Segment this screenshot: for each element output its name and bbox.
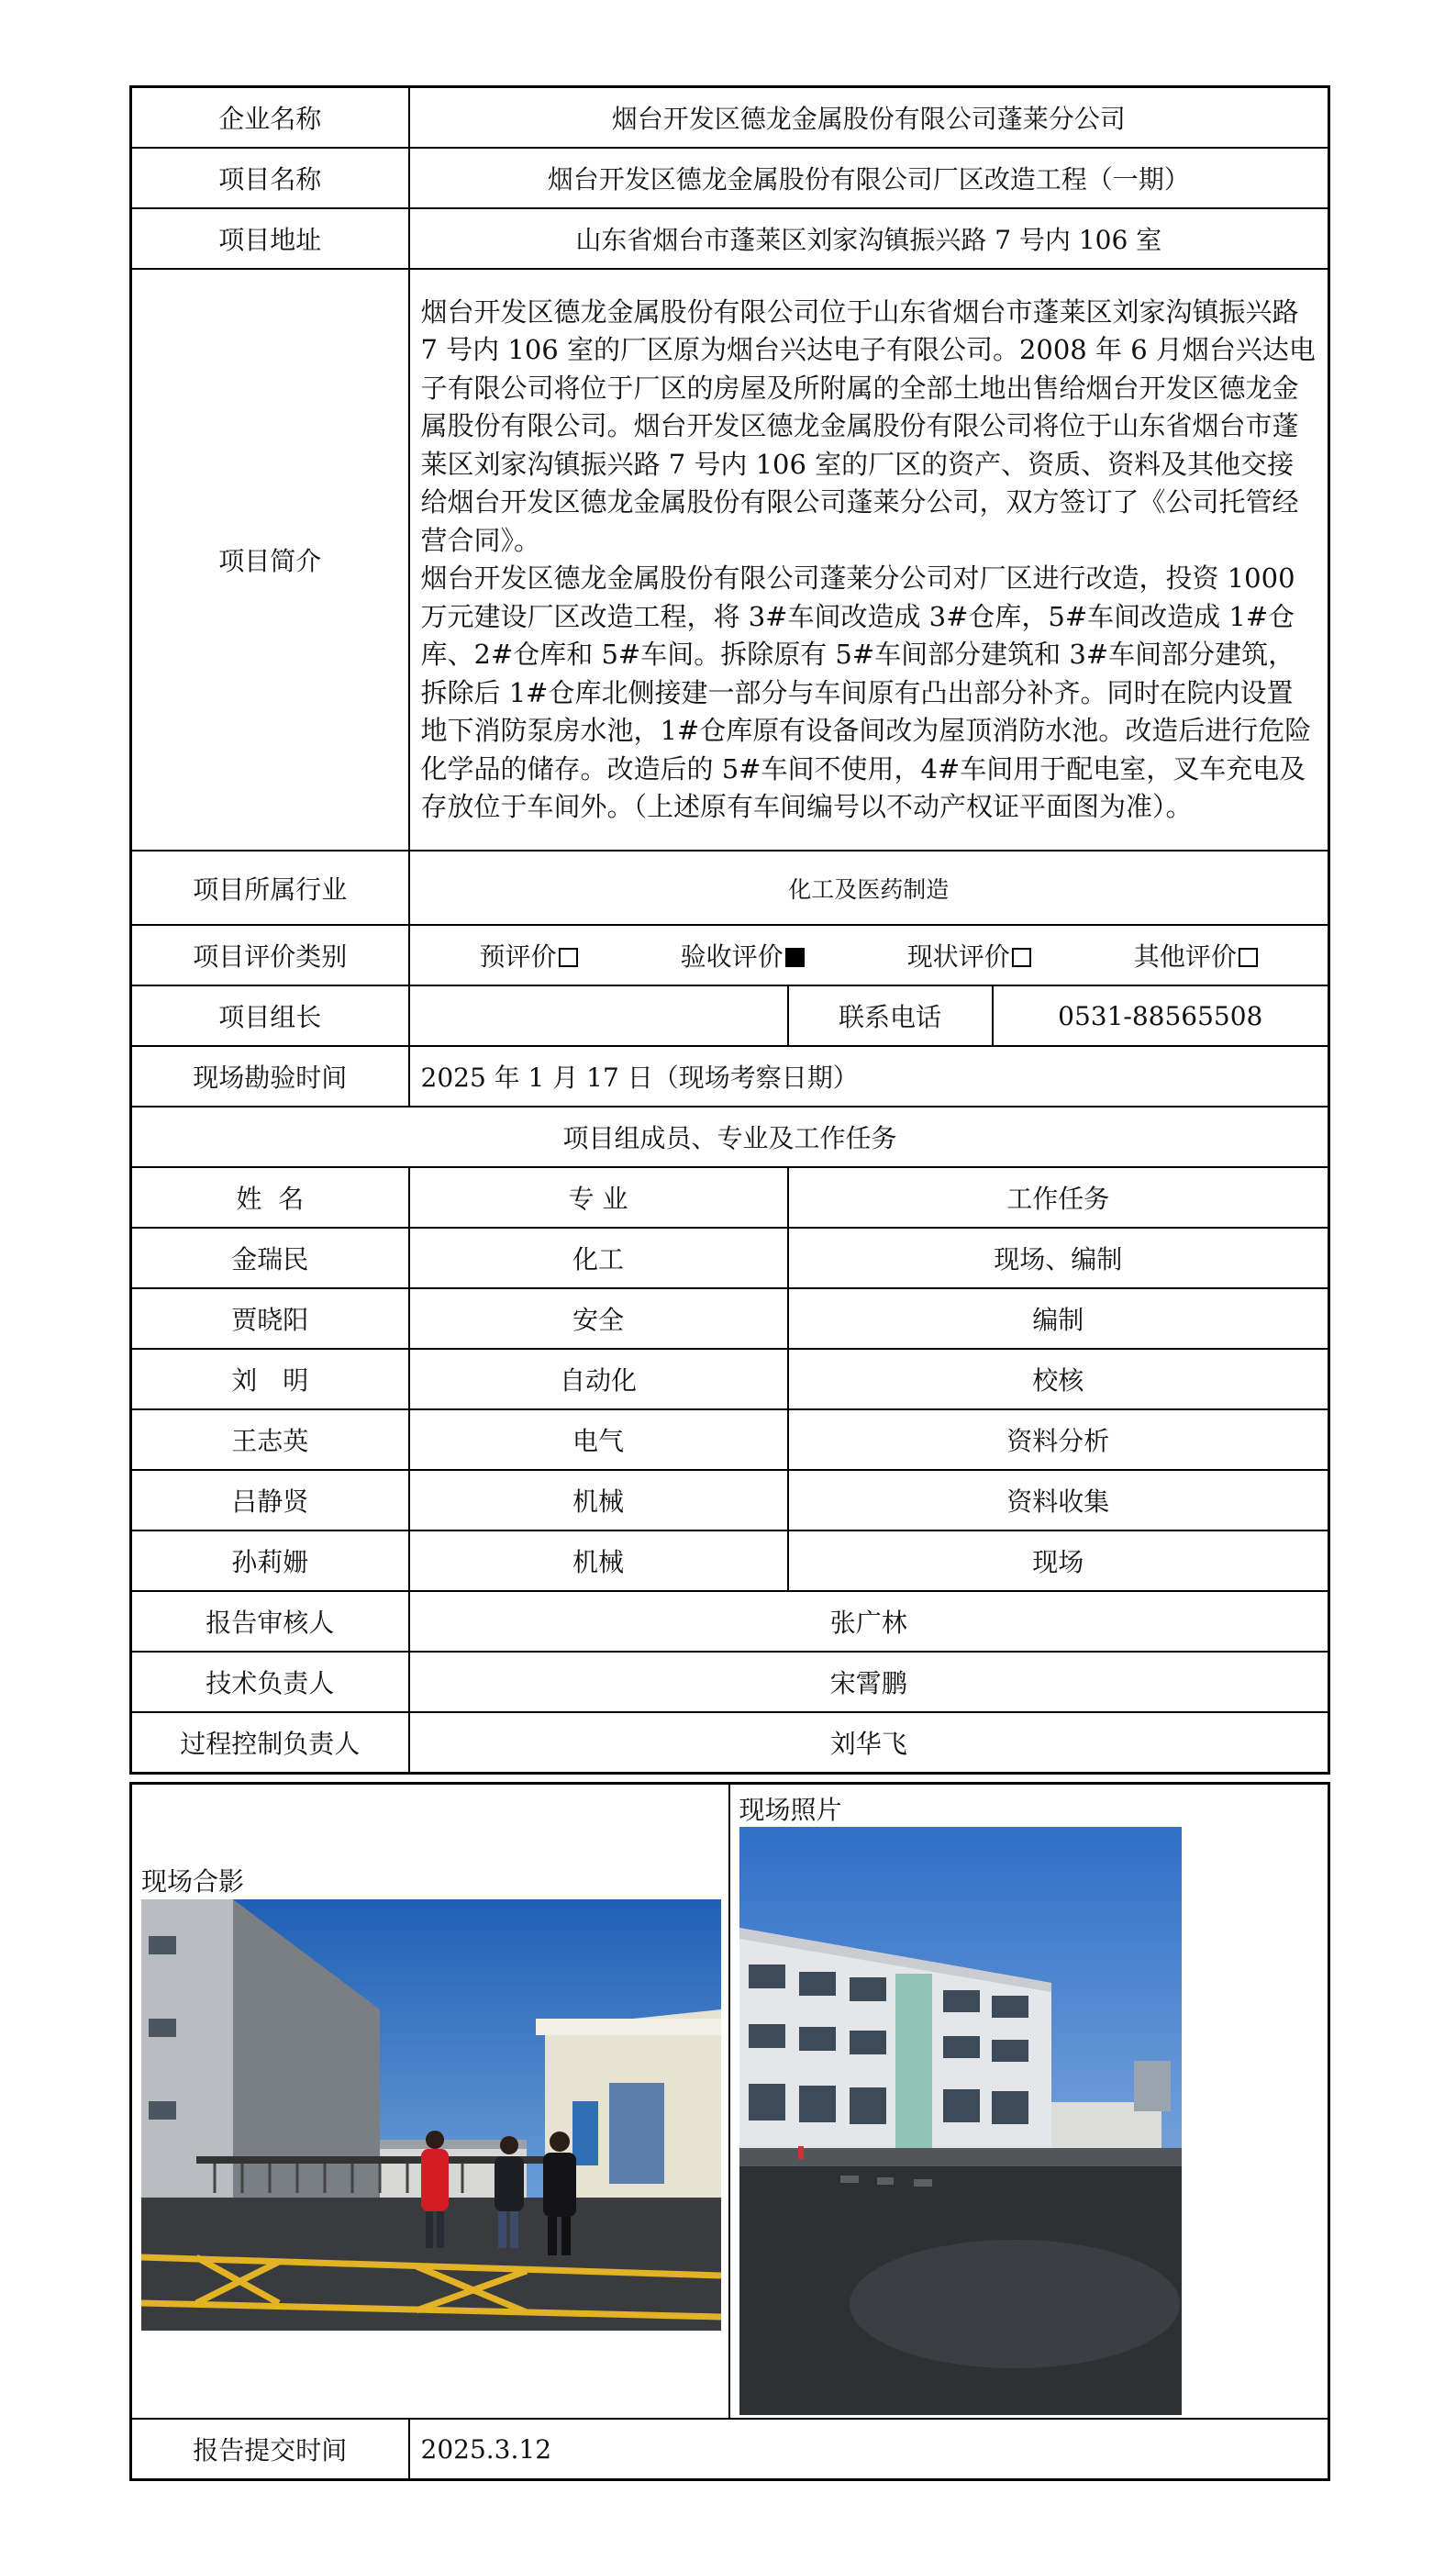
member-major: 电气 — [409, 1409, 788, 1470]
member-major: 机械 — [409, 1470, 788, 1530]
member-name: 金瑞民 — [131, 1228, 409, 1288]
address-value: 山东省烟台市蓬莱区刘家沟镇振兴路 7 号内 106 室 — [409, 208, 1329, 269]
industry-label: 项目所属行业 — [131, 851, 409, 925]
member-name: 吕静贤 — [131, 1470, 409, 1530]
intro-paragraph-1: 烟台开发区德龙金属股份有限公司位于山东省烟台市蓬莱区刘家沟镇振兴路 7 号内 106 室的厂区原为烟台兴达电子有限公司。2008 年 6 月烟台兴达电子有限公司将位于厂区的房屋及所附属的全部土地出售给烟台开发区德龙金属股份有限公司。烟台开发区德龙金属股份有限公司将位于山东省烟台市蓬莱区刘家沟镇振兴路 7 号内 106 室的厂区的资产、资质、资料及其他交接给烟台开发区德龙金属股份有限公司蓬莱分公司，双方签订了《公司托管经营合同》。 — [420, 295, 1316, 556]
tech-lead-label: 技术负责人 — [131, 1652, 409, 1712]
eval-option-other-text: 其他评价 — [1133, 941, 1237, 972]
tech-lead-value: 宋霄鹏 — [409, 1652, 1329, 1712]
member-task: 资料分析 — [788, 1409, 1329, 1470]
eval-option-acceptance[interactable] — [681, 937, 805, 974]
member-task: 编制 — [788, 1288, 1329, 1349]
member-row — [131, 1228, 1329, 1288]
eval-option-current[interactable] — [907, 937, 1031, 974]
project-name-value: 烟台开发区德龙金属股份有限公司厂区改造工程（一期） — [409, 148, 1329, 208]
reviewer-row — [131, 1591, 1329, 1652]
member-major: 安全 — [409, 1288, 788, 1349]
member-row — [131, 1409, 1329, 1470]
survey-time-value: 2025 年 1 月 17 日（现场考察日期） — [409, 1046, 1329, 1107]
intro-label: 项目简介 — [131, 269, 409, 851]
checkbox-filled-icon — [785, 948, 805, 967]
photos-row — [131, 1784, 1329, 2420]
process-lead-row — [131, 1712, 1329, 1774]
eval-type-label: 项目评价类别 — [131, 925, 409, 985]
member-name: 贾晓阳 — [131, 1288, 409, 1349]
intro-row — [131, 269, 1329, 851]
industry-value: 化工及医药制造 — [409, 851, 1329, 925]
address-row — [131, 208, 1329, 269]
project-info-table — [129, 85, 1330, 1775]
member-name: 孙莉姗 — [131, 1530, 409, 1591]
eval-type-row — [131, 925, 1329, 985]
company-row — [131, 87, 1329, 149]
member-major: 机械 — [409, 1530, 788, 1591]
submit-label: 报告提交时间 — [131, 2419, 409, 2480]
members-title-row — [131, 1107, 1329, 1167]
leader-value — [409, 985, 788, 1046]
member-name-header: 姓 名 — [131, 1167, 409, 1228]
reviewer-value: 张广林 — [409, 1591, 1329, 1652]
address-label: 项目地址 — [131, 208, 409, 269]
project-name-row — [131, 148, 1329, 208]
survey-time-label: 现场勘验时间 — [131, 1046, 409, 1107]
evaluation-info-sheet — [129, 85, 1328, 2481]
reviewer-label: 报告审核人 — [131, 1591, 409, 1652]
tech-lead-row — [131, 1652, 1329, 1712]
member-task: 资料收集 — [788, 1470, 1329, 1530]
member-task: 校核 — [788, 1349, 1329, 1409]
member-task: 现场、编制 — [788, 1228, 1329, 1288]
industry-row — [131, 851, 1329, 925]
member-row — [131, 1530, 1329, 1591]
members-title: 项目组成员、专业及工作任务 — [131, 1107, 1329, 1167]
checkbox-empty-icon — [559, 948, 578, 967]
submit-value: 2025.3.12 — [409, 2419, 1329, 2480]
company-value: 烟台开发区德龙金属股份有限公司蓬莱分公司 — [409, 87, 1329, 149]
eval-option-other[interactable] — [1134, 937, 1258, 974]
member-row — [131, 1288, 1329, 1349]
company-label: 企业名称 — [131, 87, 409, 149]
survey-time-row — [131, 1046, 1329, 1107]
group-photo — [141, 1899, 721, 2331]
group-photo-label: 现场合影 — [141, 1866, 245, 1897]
member-task: 现场 — [788, 1530, 1329, 1591]
intro-paragraph-2: 烟台开发区德龙金属股份有限公司蓬莱分公司对厂区进行改造，投资 1000 万元建设厂区改造工程，将 3#车间改造成 3#仓库，5#车间改造成 1#仓库、2#仓库和 5#车间。拆除原有 5#车间部分建筑和 3#车间部分建筑，拆除后 1#仓库北侧接建一部分与车间原有凸出部分补齐。同时在院内设置地下消防泵房水池，1#仓库原有设备间改为屋顶消防水池。改造后进行危险化学品的储存。改造后的 5#车间不使用，4#车间用于配电室，叉车充电及存放位于车间外。（上述原有车间编号以不动产权证平面图为准）。 — [420, 562, 1312, 822]
site-photo-label: 现场照片 — [739, 1795, 842, 1825]
eval-option-pre[interactable] — [480, 937, 578, 974]
member-name: 刘 明 — [131, 1349, 409, 1409]
process-lead-value: 刘华飞 — [409, 1712, 1329, 1774]
leader-row — [131, 985, 1329, 1046]
eval-option-acceptance-text: 验收评价 — [680, 941, 784, 972]
phone-value: 0531-88565508 — [993, 985, 1329, 1046]
photos-table — [129, 1782, 1330, 2481]
member-task-header: 工作任务 — [788, 1167, 1329, 1228]
member-major: 化工 — [409, 1228, 788, 1288]
process-lead-label: 过程控制负责人 — [131, 1712, 409, 1774]
member-major: 自动化 — [409, 1349, 788, 1409]
group-photo-cell — [131, 1784, 729, 2420]
phone-label: 联系电话 — [788, 985, 993, 1046]
eval-option-pre-text: 预评价 — [479, 941, 557, 972]
submit-row — [131, 2419, 1329, 2480]
member-row — [131, 1470, 1329, 1530]
project-name-label: 项目名称 — [131, 148, 409, 208]
member-row — [131, 1349, 1329, 1409]
checkbox-empty-icon — [1239, 948, 1258, 967]
members-header-row — [131, 1167, 1329, 1228]
eval-type-options — [409, 925, 1329, 985]
leader-label: 项目组长 — [131, 985, 409, 1046]
site-photo — [739, 1827, 1182, 2415]
checkbox-empty-icon — [1012, 948, 1031, 967]
member-major-header: 专 业 — [409, 1167, 788, 1228]
intro-text — [409, 269, 1329, 851]
member-name: 王志英 — [131, 1409, 409, 1470]
site-photo-cell — [729, 1784, 1329, 2420]
eval-option-current-text: 现状评价 — [906, 941, 1010, 972]
